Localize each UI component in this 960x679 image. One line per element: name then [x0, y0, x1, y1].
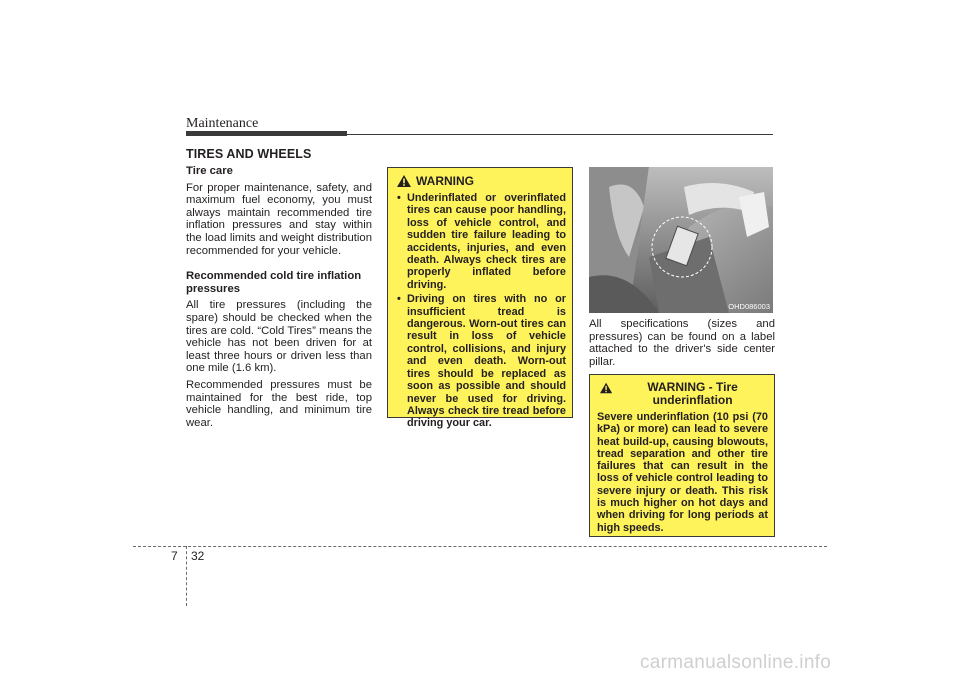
warning-triangle-icon	[600, 382, 612, 394]
warning-2-body: Severe underinflation (10 psi (70 kPa) or more) can lead to severe heat build-up, causing blowouts, tread separation and other tire failures that can result in the loss of vehicle control leading to severe injury or death. This risk is much higher on hot days and when driving for long periods at high speeds.	[597, 411, 768, 534]
tire-care-heading: Tire care	[186, 165, 233, 177]
chapter-number: 7	[171, 549, 178, 563]
section-header: Maintenance	[186, 116, 259, 131]
page-title: TIRES AND WHEELS	[186, 147, 312, 161]
warning-1-header	[397, 174, 566, 188]
column-1	[186, 165, 372, 433]
tire-care-text: For proper maintenance, safety, and maximum fuel economy, you must always maintain recommended tire inflation pressures and stay within the load limits and weight distribution recommended for your vehicle.	[186, 181, 372, 257]
warning-1-item: • Underinflated or overinflated tires can cause poor handling, loss of vehicle control, and sudden tire failure leading to accidents, injuries, and even death. Always check tires are properly inflated before driving.	[397, 192, 566, 291]
warning-1-heading: WARNING	[416, 174, 474, 188]
warning-box-2	[589, 374, 775, 537]
header-rule-thin	[347, 134, 773, 135]
footer-rule-vertical	[186, 546, 187, 606]
photo-caption: OHD086003	[728, 302, 770, 311]
door-pillar-photo	[589, 167, 773, 313]
pressure-text-2: Recommended pressures must be maintained for the best ride, top vehicle handling, and minimum tire wear.	[186, 378, 372, 429]
warning-2-heading: WARNING - Tire underinflation	[647, 380, 738, 407]
door-pillar-illustration	[589, 167, 773, 313]
page-number: 32	[191, 549, 205, 563]
warning-box-1	[387, 167, 573, 430]
warning-1-list	[397, 192, 566, 430]
pressure-heading: Recommended cold tire inflation pressures	[186, 270, 362, 295]
pressure-text-1: All tire pressures (including the spare) should be checked when the tires are cold. “Cold Tires” means the vehicle has not been driven for at least three hours or driven less than one mile (1.6 km).	[186, 299, 372, 375]
warning-triangle-icon	[397, 175, 411, 187]
warning-1-item: • Driving on tires with no or insufficient tread is dangerous. Worn-out tires can result in loss of vehicle control, collisions, and injury and even death. Worn-out tires should be replaced as soon as possible and should never be used for driving. Always check tire tread before driving your car.	[397, 293, 566, 429]
footer-rule	[133, 546, 827, 547]
spec-location-text: All specifications (sizes and pressures) can be found on a label attached to the driver's side center pillar.	[589, 318, 775, 368]
watermark: carmanualsonline.info	[640, 652, 832, 673]
header-rule-thick	[186, 131, 347, 136]
warning-2-header	[597, 381, 768, 407]
